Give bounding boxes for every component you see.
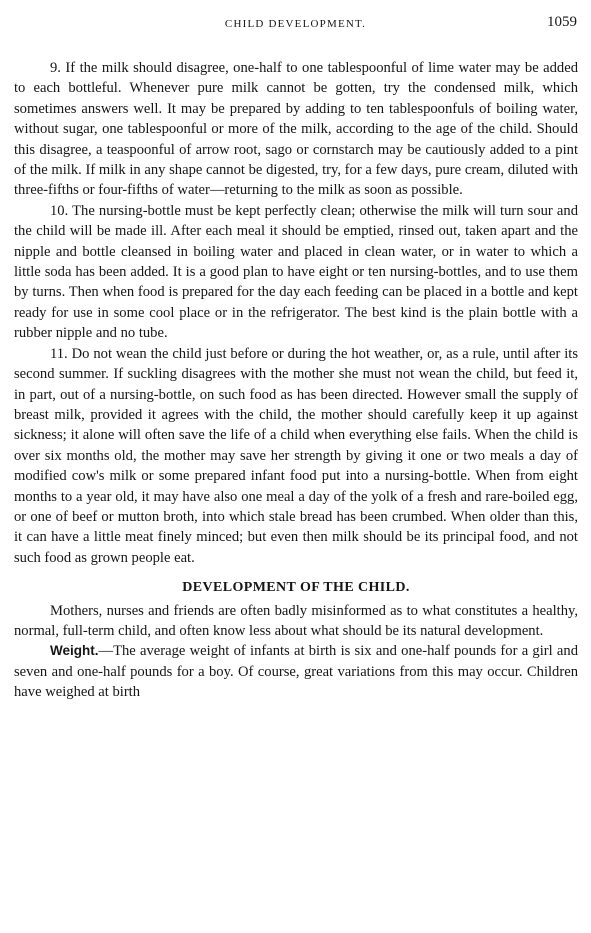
section-heading: DEVELOPMENT OF THE CHILD. [182, 580, 410, 596]
section-intro-paragraph: Mothers, nurses and friends are often badly misinformed as to what constitutes a healthy, normal, full-term child, and often know less about what should be its natural development. [14, 602, 578, 639]
weight-paragraph-text: —The average weight of infants at birth is six and one-half pounds for a girl and seven and one-half pounds for a boy. Of course, great variations from this may occur. Children have weighed at birth [14, 643, 578, 701]
running-title: CHILD DEVELOPMENT. [224, 18, 367, 30]
running-head [0, 14, 591, 34]
weight-paragraph [14, 641, 578, 702]
body-text [14, 58, 578, 703]
weight-run-in-label: Weight. [50, 643, 99, 659]
paragraph-item-10: 10. The nursing-bottle must be kept perfectly clean; otherwise the milk will turn sour and the child will be made ill. After each meal it should be emptied, rinsed out, taken apart and the nipple and bottle cleansed in boiling water and placed in clean water, or in water to which a little soda has been added. It is a good plan to have eight or ten nursing-bottles, and to use them by turns. Then when food is prepared for the day each feeding can be placed in a bottle and kept ready for use in some cool place or in the refrigerator. The best kind is the plain bottle with a rubber nipple and no tube. [14, 202, 578, 342]
paragraph-item-9: 9. If the milk should disagree, one-half to one tablespoonful of lime water may be added to each bottleful. Whenever pure milk cannot be gotten, try the condensed milk, which sometimes answers well. It may be prepared by adding to ten tablespoonfuls of boiling water, without sugar, one tablespoonful or more of the milk, according to the age of the child. Should this disagree, a teaspoonful of arrow root, sago or cornstarch may be cautiously added to a pint of the milk. If milk in any shape cannot be digested, try, for a few days, pure cream, diluted with three-fifths or four-fifths of water—returning to the milk as soon as possible. [14, 60, 578, 199]
paragraph-item-11: 11. Do not wean the child just before or during the hot weather, or, as a rule, until after its second summer. If suckling disagrees with the mother she must not wean the child, but feed it, in part, out of a nursing-bottle, on such food as has been directed. However small the supply of breast milk, provided it agrees with the child, the mother should carefully keep it up against sickness; it alone will often save the life of a child when everything else fails. When the child is over six months old, the mother may save her strength by giving it one or two meals a day of modified cow's milk or some prepared infant food put into a nursing-bottle. When from eight months to a year old, it may have also one meal a day of the yolk of a fresh and rare-boiled egg, or one of beef or mutton broth, into which stale bread has been crumbed. When older than this, it can have a little meat finely minced; but even then milk should be its principal food, and not such food as grown people eat. [14, 345, 578, 566]
page-number: 1059 [547, 14, 577, 30]
